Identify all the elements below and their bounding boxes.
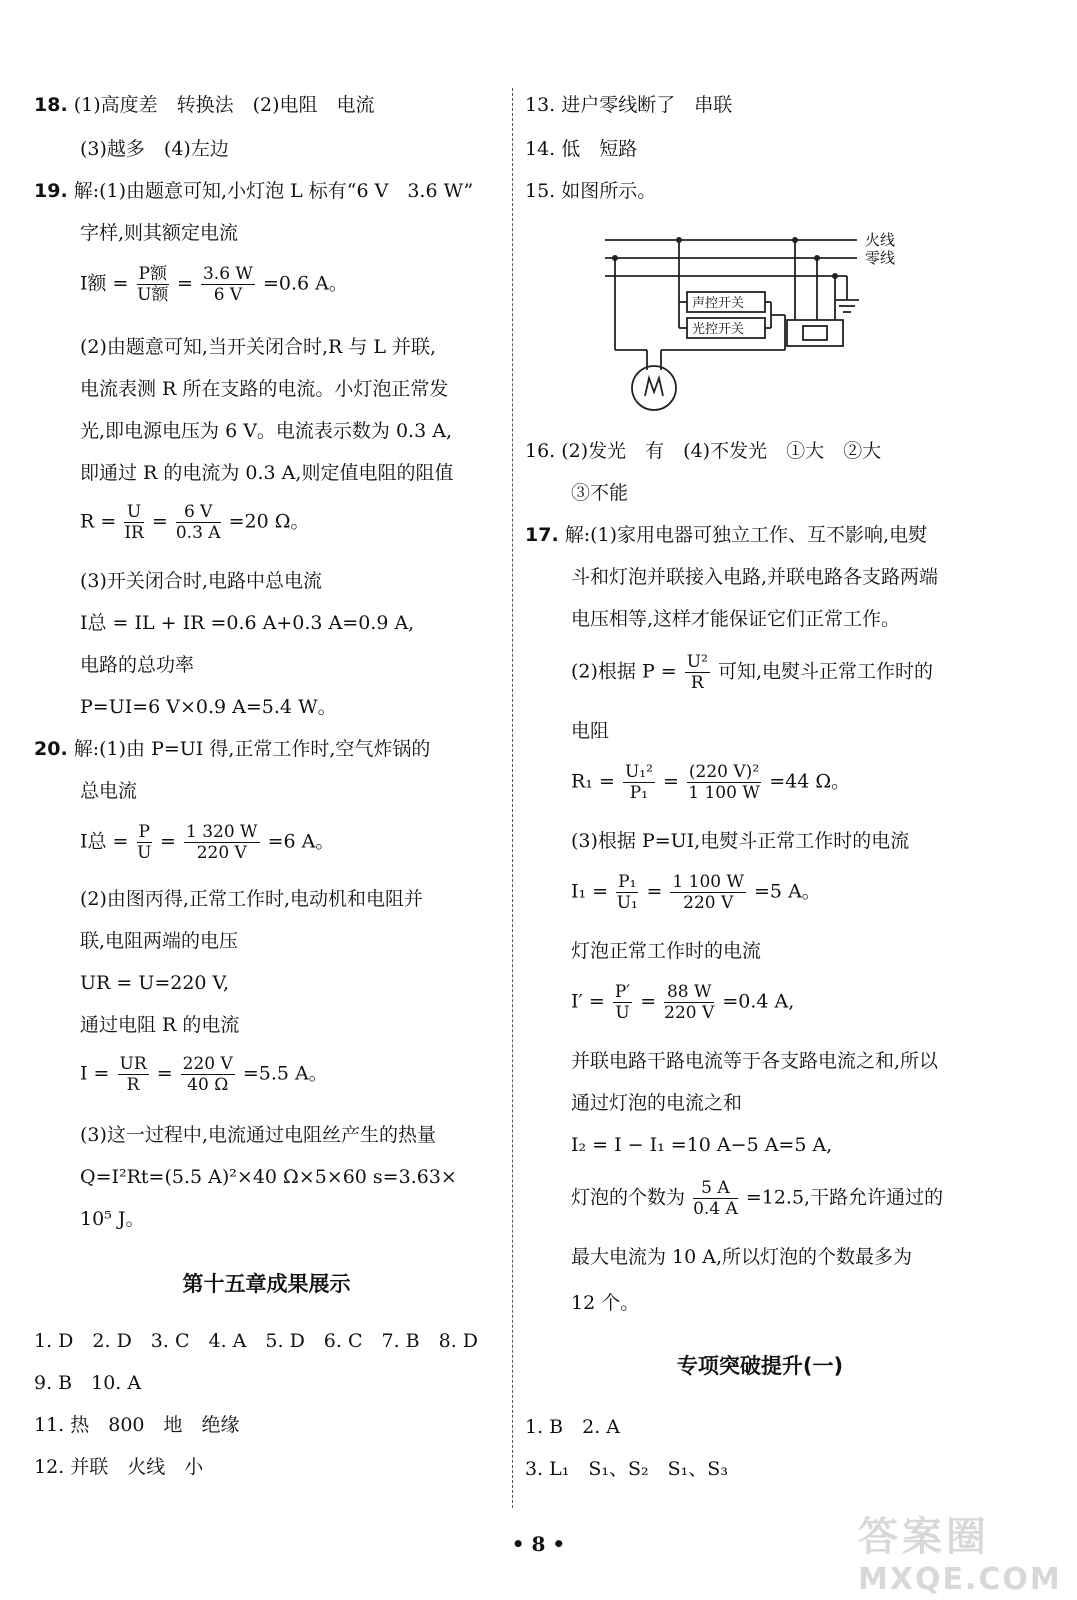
- fraction: [670, 872, 746, 913]
- fraction-numerator: (220 V)²: [688, 762, 760, 782]
- q19-line-4: 电流表测 R 所在支路的电流。小灯泡正常发: [80, 378, 449, 400]
- equals-sign: =: [151, 510, 168, 533]
- q20-number: 20.: [34, 738, 68, 760]
- q17-line-9: I₂ = I − I₁ =10 A−5 A=5 A,: [571, 1134, 833, 1156]
- special-heading: 专项突破提升(一): [676, 1354, 844, 1378]
- fraction-numerator: UR: [119, 1054, 147, 1074]
- formula-lhs: I₁ =: [571, 880, 609, 903]
- q16-line-2: ③不能: [571, 482, 629, 504]
- page-number: • 8 •: [511, 1532, 566, 1556]
- fraction-numerator: 6 V: [176, 502, 221, 523]
- fraction: [664, 982, 714, 1023]
- formula-result: =0.6 A。: [262, 272, 348, 295]
- watermark-top: 答案圈: [858, 1514, 990, 1560]
- fraction-numerator: U: [124, 502, 144, 523]
- column-divider: [512, 88, 513, 1508]
- q19-formula-2: [34, 502, 310, 543]
- formula-result: =20 Ω。: [228, 510, 310, 533]
- fraction-denominator: 1 100 W: [688, 783, 760, 803]
- fraction-numerator: 1 320 W: [185, 822, 258, 842]
- fraction: [687, 762, 761, 803]
- q17-formula-4: [525, 1178, 943, 1219]
- equals-sign: =: [646, 880, 663, 903]
- q20-line-6: 通过电阻 R 的电流: [80, 1014, 240, 1036]
- socket-face: [803, 326, 827, 340]
- q20-line-8: Q=I²Rt=(5.5 A)²×40 Ω×5×60 s=3.63×: [80, 1166, 457, 1188]
- q19-line-9: 电路的总功率: [80, 654, 195, 676]
- fraction: [137, 822, 152, 863]
- formula-result: =44 Ω。: [769, 770, 851, 793]
- q17-line-2: 斗和灯泡并联接入电路,并联电路各支路两端: [571, 566, 939, 588]
- q17-formula-3: [525, 982, 794, 1023]
- answers-line-3: 11. 热 800 地 绝缘: [34, 1414, 240, 1436]
- equals-sign: =: [662, 770, 679, 793]
- q17-line-8: 通过灯泡的电流之和: [571, 1092, 743, 1114]
- q19-line-2: 字样,则其额定电流: [80, 222, 239, 244]
- answers-line-4: 12. 并联 火线 小: [34, 1456, 204, 1478]
- formula-lhs: I额 =: [80, 272, 129, 295]
- junction-dot: [612, 255, 618, 261]
- q20-line-2: 总电流: [80, 780, 138, 802]
- q19-line-6: 即通过 R 的电流为 0.3 A,则定值电阻的阻值: [80, 462, 454, 484]
- formula-result: =6 A。: [267, 830, 335, 853]
- fraction: [137, 264, 169, 305]
- fraction-numerator: P′: [614, 982, 631, 1002]
- circuit-diagram: [595, 220, 925, 420]
- equals-sign: =: [160, 830, 176, 853]
- fraction: [118, 1054, 149, 1095]
- answers-line-1: 1. D 2. D 3. C 4. A 5. D 6. C 7. B 8. D: [34, 1330, 479, 1352]
- fraction-numerator: 220 V: [182, 1054, 233, 1074]
- fraction-denominator: 6 V: [213, 285, 243, 305]
- q13-line: 13. 进户零线断了 串联: [525, 94, 733, 116]
- q18-line-1: [34, 92, 375, 118]
- fraction-denominator: 220 V: [196, 843, 247, 863]
- fraction-numerator: 88 W: [664, 982, 714, 1003]
- fraction-denominator: 220 V: [664, 1003, 715, 1023]
- formula-suffix: =12.5,干路允许通过的: [745, 1186, 944, 1209]
- q20-line-7: (3)这一过程中,电流通过电阻丝产生的热量: [80, 1124, 436, 1146]
- fraction-denominator: 220 V: [683, 893, 734, 913]
- q18-line-2: (3)越多 (4)左边: [80, 138, 229, 160]
- formula-lhs: R =: [80, 510, 117, 533]
- q17-line-5: (3)根据 P=UI,电熨斗正常工作时的电流: [571, 830, 910, 852]
- q19-text-1: 解:(1)由题意可知,小灯泡 L 标有“6 V 3.6 W”: [73, 180, 474, 202]
- junction-dot: [814, 255, 820, 261]
- q14-line: 14. 低 短路: [525, 138, 638, 160]
- q18-answer-1: (1)高度差 转换法 (2)电阻 电流: [73, 94, 375, 116]
- fraction: [623, 762, 655, 803]
- fraction-denominator: 0.3 A: [175, 523, 221, 543]
- fraction-numerator: P额: [138, 264, 167, 284]
- special-line-2: 3. L₁ S₁、S₂ S₁、S₃: [525, 1458, 728, 1480]
- formula-result: =0.4 A,: [722, 990, 795, 1013]
- q16-line-1: 16. (2)发光 有 (4)不发光 ①大 ②大: [525, 440, 882, 462]
- q20-formula-2: [34, 1054, 328, 1095]
- chapter-heading: 第十五章成果展示: [182, 1272, 351, 1296]
- formula-result: =5 A。: [754, 880, 821, 903]
- fraction-numerator: P₁: [618, 872, 637, 892]
- q20-text-1: 解:(1)由 P=UI 得,正常工作时,空气炸锅的: [73, 738, 431, 760]
- fire-wire-label: 火线: [865, 231, 896, 249]
- equals-sign: =: [640, 990, 657, 1013]
- q17-line-4: 电阻: [571, 720, 610, 742]
- junction-dot: [832, 273, 838, 279]
- q17-line-11: 12 个。: [571, 1292, 640, 1314]
- fraction: [124, 502, 144, 543]
- formula-lhs: I′ =: [571, 990, 605, 1013]
- special-line-1: 1. B 2. A: [525, 1416, 621, 1438]
- fraction-denominator: 0.4 A: [693, 1199, 738, 1219]
- q17-formula-0: [525, 652, 933, 693]
- q18-number: 18.: [34, 94, 68, 116]
- fraction-denominator: P₁: [629, 783, 649, 803]
- q20-line-4: 联,电阻两端的电压: [80, 930, 239, 952]
- q20-line-3: (2)由图丙得,正常工作时,电动机和电阻并: [80, 888, 423, 910]
- fraction-denominator: IR: [124, 523, 144, 543]
- q17-line-6: 灯泡正常工作时的电流: [571, 940, 762, 962]
- fraction-denominator: U: [137, 843, 152, 863]
- q20-line-5: UR = U=220 V,: [80, 972, 229, 994]
- fraction-numerator: 1 100 W: [672, 872, 744, 892]
- junction-dot: [676, 237, 682, 243]
- fraction-denominator: U: [615, 1003, 630, 1023]
- q20-line-1: [34, 736, 430, 762]
- fraction: [201, 264, 255, 305]
- formula-lhs: R₁ =: [571, 770, 615, 793]
- fraction-numerator: U²: [686, 652, 708, 672]
- q19-formula-1: [34, 264, 348, 305]
- q19-line-5: 光,即电源电压为 6 V。电流表示数为 0.3 A,: [80, 420, 452, 442]
- q17-text-1: 解:(1)家用电器可独立工作、互不影响,电熨: [564, 524, 928, 546]
- q20-line-9: 10⁵ J。: [80, 1208, 145, 1230]
- formula-lhs: I =: [80, 1062, 110, 1085]
- fraction: [184, 822, 260, 863]
- fraction-numerator: 3.6 W: [202, 264, 253, 284]
- q17-formula-2: [525, 872, 821, 913]
- socket-icon: [787, 320, 843, 346]
- equals-sign: =: [156, 1062, 173, 1085]
- q15-line: 15. 如图所示。: [525, 180, 657, 202]
- light-switch-label: 光控开关: [692, 322, 745, 337]
- formula-prefix: 灯泡的个数为: [571, 1186, 686, 1209]
- q17-line-1: [525, 522, 927, 548]
- zero-wire-label: 零线: [865, 249, 896, 267]
- q19-line-1: [34, 178, 473, 204]
- q19-line-7: (3)开关闭合时,电路中总电流: [80, 570, 322, 592]
- fraction-denominator: R: [690, 673, 704, 693]
- lamp-icon: [632, 366, 676, 410]
- fraction-numerator: U₁²: [624, 762, 653, 782]
- q17-line-10: 最大电流为 10 A,所以灯泡的个数最多为: [571, 1246, 913, 1268]
- watermark: [858, 1505, 1073, 1595]
- q17-line-3: 电压相等,这样才能保证它们正常工作。: [571, 608, 901, 630]
- q19-line-10: P=UI=6 V×0.9 A=5.4 W。: [80, 696, 337, 718]
- junction-dot: [792, 237, 798, 243]
- fraction-denominator: U₁: [616, 893, 638, 913]
- q19-number: 19.: [34, 180, 68, 202]
- fraction: [616, 872, 638, 913]
- q19-line-3: (2)由题意可知,当开关闭合时,R 与 L 并联,: [80, 336, 437, 358]
- fraction: [613, 982, 632, 1023]
- q17-line-7: 并联电路干路电流等于各支路电流之和,所以: [571, 1050, 939, 1072]
- answers-line-2: 9. B 10. A: [34, 1372, 142, 1394]
- fraction: [693, 1178, 738, 1219]
- watermark-bottom: MXQE.COM: [858, 1562, 1062, 1597]
- equals-sign: =: [177, 272, 193, 295]
- sound-switch-label: 声控开关: [692, 296, 745, 311]
- formula-suffix: 可知,电熨斗正常工作时的: [717, 660, 933, 683]
- fraction-numerator: P: [138, 822, 150, 842]
- q17-formula-1: [525, 762, 850, 803]
- q17-number: 17.: [525, 524, 559, 546]
- fraction: [181, 1054, 235, 1095]
- fraction-denominator: 40 Ω: [187, 1075, 229, 1095]
- q19-line-8: I总 = IL + IR =0.6 A+0.3 A=0.9 A,: [80, 612, 415, 634]
- fraction: [176, 502, 221, 543]
- fraction-denominator: U额: [137, 285, 169, 305]
- formula-prefix: (2)根据 P =: [571, 660, 677, 683]
- formula-lhs: I总 =: [80, 830, 129, 853]
- fraction-numerator: 5 A: [693, 1178, 738, 1199]
- formula-result: =5.5 A。: [242, 1062, 328, 1085]
- fraction-denominator: R: [126, 1075, 140, 1095]
- fraction: [685, 652, 710, 693]
- q20-formula-1: [34, 822, 334, 863]
